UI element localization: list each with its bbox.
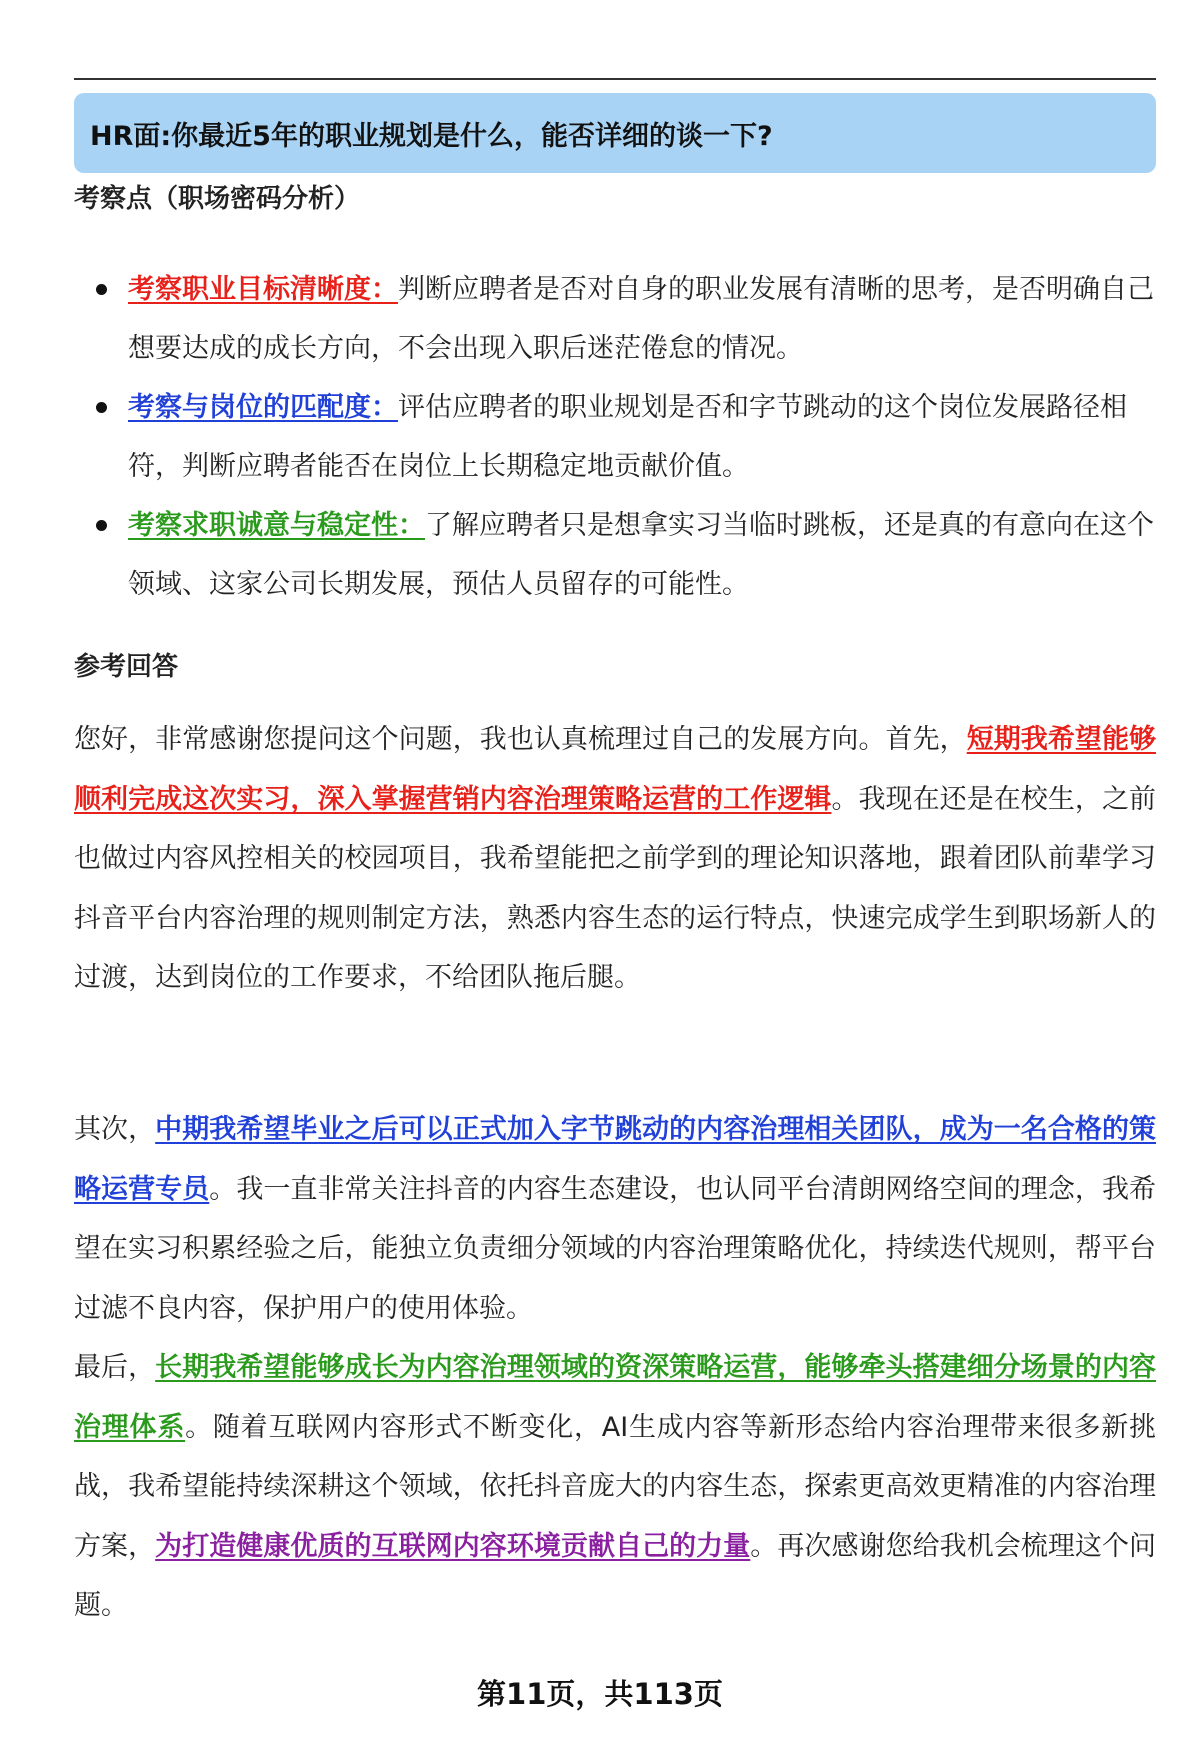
answer-paragraph-mid-term bbox=[74, 1100, 1156, 1338]
list-item bbox=[74, 496, 1156, 614]
bullet-icon bbox=[96, 520, 107, 531]
para-highlight: 长期我希望能够成长为内容治理领域的资深策略运营，能够牵头搭建细分场景的内容治理体系 bbox=[74, 1352, 1157, 1443]
para-text: 。随着互联网内容形式不断变化，AI生成内容等新形态给内容治理带来很多新挑战，我希望能持续深耕这个领域，依托抖音庞大的内容生态，探索更高效更精准的内容治理方案， bbox=[74, 1411, 1157, 1562]
point-label: 考察与岗位的匹配度： bbox=[128, 392, 398, 423]
para-text: 最后， bbox=[74, 1352, 156, 1383]
top-divider bbox=[74, 78, 1156, 80]
para-text: 您好，非常感谢您提问这个问题，我也认真梳理过自己的发展方向。首先， bbox=[74, 724, 967, 755]
answer-paragraph-short-term bbox=[74, 710, 1156, 1008]
para-text: 。再次感谢您给我机会梳理这个问题。 bbox=[74, 1530, 1157, 1621]
point-label: 考察求职诚意与稳定性： bbox=[128, 510, 425, 541]
question-text: HR面:你最近5年的职业规划是什么，能否详细的谈一下? bbox=[90, 120, 773, 152]
point-text: 评估应聘者的职业规划是否和字节跳动的这个岗位发展路径相符，判断应聘者能否在岗位上长期稳定地贡献价值。 bbox=[128, 392, 1127, 482]
point-text: 判断应聘者是否对自身的职业发展有清晰的思考，是否明确自己想要达成的成长方向，不会出现入职后迷茫倦怠的情况。 bbox=[128, 274, 1154, 364]
point-label: 考察职业目标清晰度： bbox=[128, 274, 398, 305]
section-title-answer: 参考回答 bbox=[74, 652, 179, 682]
analysis-point-list bbox=[74, 260, 1156, 614]
section-title-analysis: 考察点（职场密码分析） bbox=[74, 184, 361, 214]
question-banner bbox=[74, 93, 1156, 173]
para-text: 其次， bbox=[74, 1114, 156, 1145]
bullet-icon bbox=[96, 284, 107, 295]
para-text: 。我一直非常关注抖音的内容生态建设，也认同平台清朗网络空间的理念，我希望在实习积累经验之后，能独立负责细分领域的内容治理策略优化，持续迭代规则，帮平台过滤不良内容，保护用户的使用体验。 bbox=[74, 1173, 1157, 1324]
para-highlight: 中期我希望毕业之后可以正式加入字节跳动的内容治理相关团队，成为一名合格的策略运营专员 bbox=[74, 1114, 1157, 1205]
point-text: 了解应聘者只是想拿实习当临时跳板，还是真的有意向在这个领域、这家公司长期发展，预估人员留存的可能性。 bbox=[128, 510, 1154, 600]
para-text: 。我现在还是在校生，之前也做过内容风控相关的校园项目，我希望能把之前学到的理论知识落地，跟着团队前辈学习抖音平台内容治理的规则制定方法，熟悉内容生态的运行特点，快速完成学生到职场新人的过渡，达到岗位的工作要求，不给团队拖后腿。 bbox=[74, 783, 1157, 993]
answer-paragraph-long-term bbox=[74, 1338, 1156, 1636]
list-item bbox=[74, 260, 1156, 378]
para-highlight: 为打造健康优质的互联网内容环境贡献自己的力量 bbox=[155, 1530, 751, 1562]
bullet-icon bbox=[96, 402, 107, 413]
para-highlight: 短期我希望能够顺利完成这次实习，深入掌握营销内容治理策略运营的工作逻辑 bbox=[74, 724, 1157, 815]
page-number: 第11页，共113页 bbox=[477, 1677, 723, 1711]
list-item bbox=[74, 378, 1156, 496]
